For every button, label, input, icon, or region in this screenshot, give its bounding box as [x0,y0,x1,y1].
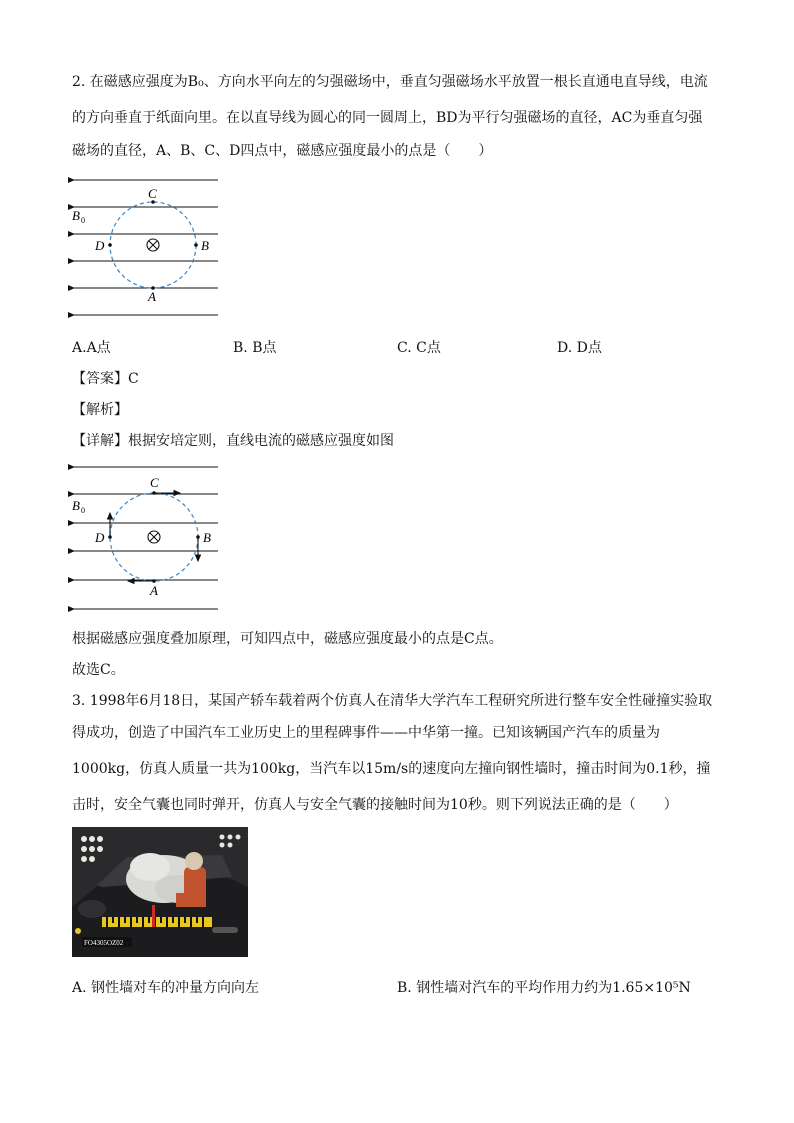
q2-answer: 【答案】C [72,371,139,387]
q2-solution-figure [66,462,226,617]
label-a: A [148,289,156,304]
q3-stem-line-4: 击时，安全气囊也同时弹开，仿真人与安全气囊的接触时间为10秒。则下列说法正确的是（ ） [72,797,678,813]
q3-stem-line-2: 得成功，创造了中国汽车工业历史上的里程碑事件——中华第一撞。已知该辆国产汽车的质量为 [72,725,660,741]
q2-option-a[interactable] [72,338,111,358]
photo-caption: FO4305OZ02 [84,939,124,947]
option-text: D点 [576,340,602,356]
q2-option-c[interactable] [397,338,441,358]
q2-choose: 故选C。 [72,662,125,678]
q2-detail: 【详解】根据安培定则，直线电流的磁感应强度如图 [72,433,394,449]
label-d: D [95,530,105,545]
q3-option-a[interactable]: A. 钢性墙对车的冲量方向向左 [72,980,260,996]
option-key: B. [233,340,248,356]
label-b: B [203,530,211,545]
option-text: A点 [86,340,111,356]
q2-field-figure [66,172,226,322]
q2-conclusion: 根据磁感应强度叠加原理，可知四点中，磁感应强度最小的点是C点。 [72,631,503,647]
label-c: C [150,475,159,490]
point-d [108,243,112,247]
crash-test-photo [72,827,248,957]
point-b [194,243,198,247]
q2-stem-line-1: 2. 在磁感应强度为B₀、方向水平向左的匀强磁场中，垂直匀强磁场水平放置一根长直通电直导线，电流 [72,74,708,90]
option-key: D. [557,340,573,356]
label-b0: B [72,498,80,513]
option-text: B点 [252,340,277,356]
label-c: C [148,186,157,201]
q3-stem-line-3: 1000kg，仿真人质量一共为100kg，当汽车以15m/s的速度向左撞向钢性墙时，撞击时间为0.1秒，撞 [72,761,711,777]
q2-analysis-tag: 【解析】 [72,402,128,418]
q2-option-d[interactable] [557,338,602,358]
label-b0-sub: 0 [81,506,85,515]
option-key: C. [397,340,412,356]
label-b0-sub: 0 [81,216,85,225]
option-text: C点 [416,340,441,356]
label-b: B [201,238,209,253]
label-a: A [150,583,158,598]
label-b0: B [72,208,80,223]
option-key: A. [72,340,87,356]
q3-option-b[interactable]: B. 钢性墙对汽车的平均作用力约为1.65×10⁵N [397,980,691,996]
q2-stem-line-2: 的方向垂直于纸面向里。在以直导线为圆心的同一圆周上，BD为平行匀强磁场的直径，AC为垂直匀强 [72,110,703,126]
q2-option-b[interactable] [233,338,277,358]
q2-stem-line-3: 磁场的直径，A、B、C、D四点中，磁感应强度最小的点是（ ） [72,143,493,159]
q3-stem-line-1: 3. 1998年6月18日，某国产轿车载着两个仿真人在清华大学汽车工程研究所进行整车安全性碰撞实验取 [72,693,713,709]
label-d: D [95,238,105,253]
